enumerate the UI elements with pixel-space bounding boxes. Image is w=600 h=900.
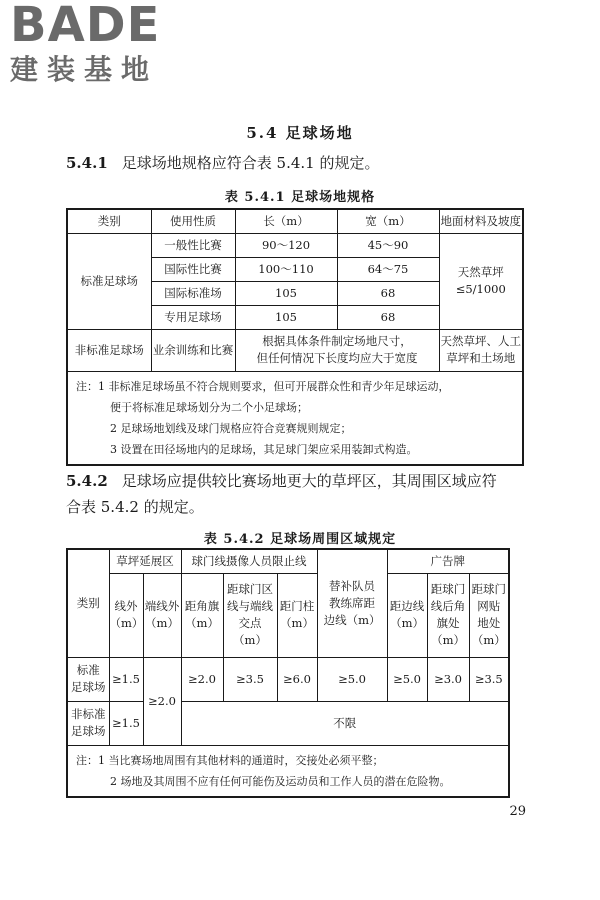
header-line: 网贴 xyxy=(477,599,501,613)
row-label-line: 标准 xyxy=(76,663,100,677)
header-line: 线与端线 xyxy=(227,599,273,613)
width-cell: 45～90 xyxy=(337,233,439,257)
table-notes-row xyxy=(67,371,523,465)
table-5-4-2 xyxy=(66,548,510,798)
table-notes-row xyxy=(67,745,509,797)
header-category: 类别 xyxy=(67,209,151,233)
table-5-4-2-caption: 表 5.4.2 足球场周围区域规定 xyxy=(203,532,397,547)
header-line: 旗处 xyxy=(436,616,460,630)
value-cell: ≥3.0 xyxy=(427,657,469,701)
surface-line: 天然草坪 xyxy=(457,265,504,279)
clause-5-4-1 xyxy=(66,150,526,176)
header-line: 线外 xyxy=(114,599,138,613)
use-cell: 专用足球场 xyxy=(151,305,235,329)
table-row xyxy=(67,329,523,371)
header-line: 教练席距 xyxy=(329,595,376,610)
width-cell: 68 xyxy=(337,281,439,305)
header-length: 长（m） xyxy=(235,209,337,233)
table-5-4-1 xyxy=(66,208,524,466)
standard-category: 标准足球场 xyxy=(67,233,151,329)
length-cell: 100～110 xyxy=(235,257,337,281)
clause-5-4-2 xyxy=(66,468,526,520)
header-endline-out xyxy=(143,573,181,657)
header-use: 使用性质 xyxy=(151,209,235,233)
value-cell: ≥1.5 xyxy=(109,701,143,745)
header-sideline-out xyxy=(109,573,143,657)
note-item: 2 足球场地划线及球门规格应符合竞赛规则规定； xyxy=(110,421,352,435)
row-label-line: 足球场 xyxy=(71,724,106,738)
row-label-line: 非标准 xyxy=(71,707,106,721)
size-line: 但任何情况下长度均应大于宽度 xyxy=(256,351,418,365)
table-header-row xyxy=(67,549,509,573)
use-cell: 一般性比赛 xyxy=(151,233,235,257)
length-cell: 105 xyxy=(235,281,337,305)
header-grass-extension: 草坪延展区 xyxy=(109,549,181,573)
header-surface: 地面材料及坡度 xyxy=(439,209,523,233)
value-cell: ≥5.0 xyxy=(387,657,427,701)
table-5-4-1-caption: 表 5.4.1 足球场地规格 xyxy=(224,190,376,205)
value-cell: ≥5.0 xyxy=(317,657,387,701)
table-subheader-row xyxy=(67,573,509,657)
header-line: （m） xyxy=(431,633,465,647)
header-line: （m） xyxy=(145,616,179,630)
section-title: 5.4 足球场地 xyxy=(246,124,354,142)
clause-text: 足球场地规格应符合表 5.4.1 的规定。 xyxy=(121,154,380,172)
size-line: 根据具体条件制定场地尺寸， xyxy=(262,334,412,348)
header-line: 距边线 xyxy=(389,599,425,613)
header-corner-flag xyxy=(181,573,223,657)
header-bench xyxy=(317,549,387,657)
length-cell: 105 xyxy=(235,305,337,329)
note-item: 注：1 当比赛场地周围有其他材料的通道时，交接处必须平整； xyxy=(76,753,384,767)
length-cell: 90～120 xyxy=(235,233,337,257)
header-line: 替补队员 xyxy=(329,578,376,593)
clause-text: 合表 5.4.2 的规定。 xyxy=(66,498,204,516)
header-line: （m） xyxy=(109,616,144,630)
value-cell: ≥6.0 xyxy=(277,657,317,701)
header-line: 距门柱 xyxy=(279,599,315,613)
nonstandard-use: 业余训练和比赛 xyxy=(151,329,235,371)
table-notes xyxy=(67,371,523,465)
value-cell: ≥1.5 xyxy=(109,657,143,701)
header-goal-area xyxy=(223,573,277,657)
header-line: 地处 xyxy=(477,616,501,630)
table-row xyxy=(67,701,509,745)
standard-surface xyxy=(439,233,523,329)
surface-line: 草坪和土场地 xyxy=(446,351,516,365)
row-label-line: 足球场 xyxy=(71,680,106,694)
value-cell: ≥3.5 xyxy=(223,657,277,701)
unlimited-cell: 不限 xyxy=(181,701,509,745)
header-line: 交点 xyxy=(238,616,262,630)
note-item: 2 场地及其周围不应有任何可能伤及运动员和工作人员的潜在危险物。 xyxy=(110,774,451,788)
shared-endline-out: ≥2.0 xyxy=(143,657,181,745)
header-line: 边线（m） xyxy=(323,612,381,627)
header-line: 线后角 xyxy=(430,599,466,613)
note-item: 注：1 非标准足球场虽不符合规则要求，但可开展群众性和青少年足球运动， xyxy=(76,379,450,393)
logo-tagline: 建装基地 xyxy=(10,53,159,86)
clause-number: 5.4.2 xyxy=(66,472,108,490)
header-line: （m） xyxy=(185,616,219,630)
header-category: 类别 xyxy=(67,549,109,657)
value-cell: ≥2.0 xyxy=(181,657,223,701)
header-line: 距球门区 xyxy=(227,582,273,596)
clause-number: 5.4.1 xyxy=(66,154,108,172)
nonstandard-surface xyxy=(439,329,523,371)
nonstandard-category: 非标准足球场 xyxy=(67,329,151,371)
header-ad-sideline xyxy=(387,573,427,657)
table-row xyxy=(67,657,509,701)
nonstandard-size xyxy=(235,329,439,371)
width-cell: 64～75 xyxy=(337,257,439,281)
page-number: 29 xyxy=(509,804,526,819)
width-cell: 68 xyxy=(337,305,439,329)
note-item: 便于将标准足球场划分为二个小足球场； xyxy=(110,400,308,414)
header-ad-goalline xyxy=(427,573,469,657)
header-line: 距球门 xyxy=(471,582,507,596)
use-cell: 国际标准场 xyxy=(151,281,235,305)
header-line: （m） xyxy=(471,633,506,647)
standard-label xyxy=(67,657,109,701)
header-goal-post xyxy=(277,573,317,657)
header-line: 端线外 xyxy=(144,599,180,613)
logo-wordmark: BADE xyxy=(10,0,161,53)
header-ad-goalnet xyxy=(469,573,509,657)
table-notes xyxy=(67,745,509,797)
header-camera-limit: 球门线摄像人员限止线 xyxy=(181,549,317,573)
note-item: 3 设置在田径场地内的足球场，其足球门架应采用装卸式构造。 xyxy=(110,442,418,456)
use-cell: 国际性比赛 xyxy=(151,257,235,281)
clause-text: 足球场应提供较比赛场地更大的草坪区，其周围区域应符 xyxy=(121,472,497,490)
header-line: 距球门 xyxy=(430,582,466,596)
surface-line: 天然草坪、人工 xyxy=(440,334,521,348)
header-width: 宽（m） xyxy=(337,209,439,233)
header-line: （m） xyxy=(280,616,314,630)
brand-logo xyxy=(8,2,178,90)
header-line: （m） xyxy=(233,633,267,647)
surface-slope: ≤5/1000 xyxy=(455,282,506,296)
header-line: 距角旗 xyxy=(184,599,220,613)
nonstandard-label xyxy=(67,701,109,745)
value-cell: ≥3.5 xyxy=(469,657,509,701)
header-line: （m） xyxy=(390,616,424,630)
table-header-row xyxy=(67,209,523,233)
table-row xyxy=(67,233,523,257)
header-advertising: 广告牌 xyxy=(387,549,509,573)
